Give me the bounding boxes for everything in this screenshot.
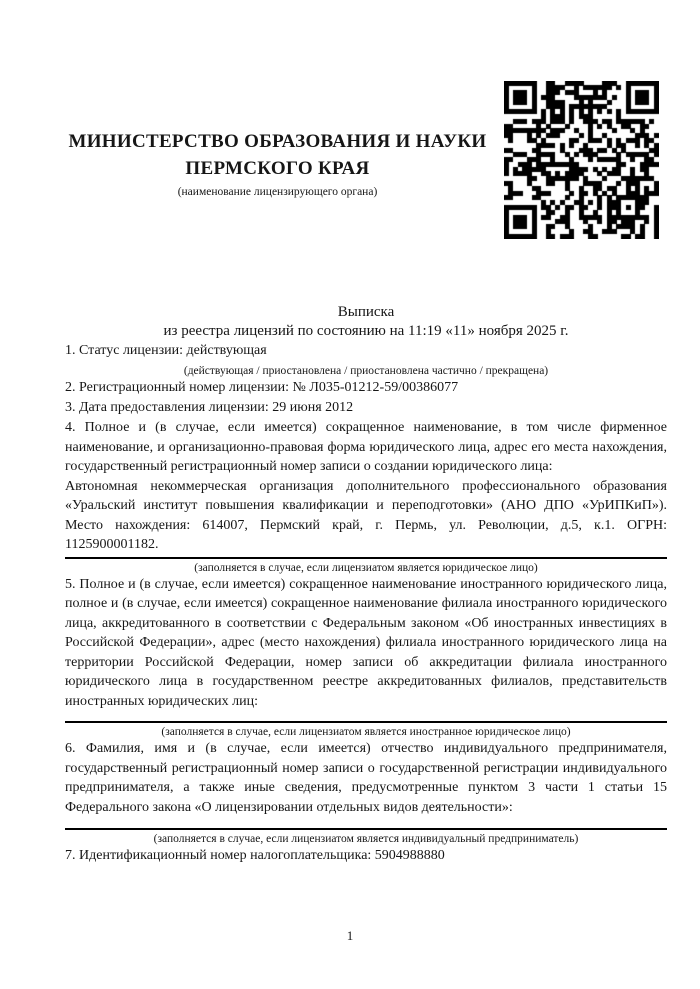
qr-code-image: [504, 81, 659, 239]
qr-code-icon: [504, 81, 659, 239]
section-1-note: (действующая / приостановлена / приостановлена частично / прекращена): [183, 365, 549, 377]
section-6-field-rule: [65, 828, 667, 830]
ministry-name-line2: ПЕРМСКОГО КРАЯ: [185, 158, 370, 179]
licensing-authority-header: [65, 128, 490, 199]
section-3-grant-date: 3. Дата предоставления лицензии: 29 июня 2012: [65, 400, 354, 415]
section-5-foreign-entity-label: 5. Полное и (в случае, если имеется) сокращенное наименование иностранного юридического лица, полное и (в случае, если имеется) сокращенное наименование филиала иностранного юридического лица, аккредитованного в соответствии с Федеральным законом «Об иностранных инвестициях в Российской Федерации», адрес (место нахождения) филиала иностранного юридического лица на территории Российской Федерации, номер записи об аккредитации филиала иностранного юридического лица в государственном реестре аккредитованных филиалов, представительств иностранных юридических лиц:: [65, 576, 667, 709]
section-5-note: (заполняется в случае, если лицензиатом является иностранное юридическое лицо): [161, 726, 571, 738]
section-4-legal-entity-value: Автономная некоммерческая организация дополнительного профессионального образования «Уральский институт повышения квалификации и переподготовки» (АНО ДПО «УрИПКиП»). Место нахождения: 614007, Пермский край, г. Пермь, ул. Революции, д.5, к.1. ОГРН: 1125900001182.: [65, 478, 667, 552]
section-1-license-status: 1. Статус лицензии: действующая: [65, 343, 267, 358]
section-4-field-rule: [65, 557, 667, 559]
section-6-entrepreneur-label: 6. Фамилия, имя и (в случае, если имеется) отчество индивидуального предпринимателя, государственный регистрационный номер записи о государственной регистрации индивидуального предпринимателя, а также иные сведения, предусмотренные пунктом 3 части 1 статьи 15 Федерального закона «О лицензировании отдельных видов деятельности»:: [65, 741, 667, 815]
ministry-caption: (наименование лицензирующего органа): [177, 186, 378, 198]
document-title: [65, 303, 667, 341]
ministry-name-line1: МИНИСТЕРСТВО ОБРАЗОВАНИЯ И НАУКИ: [68, 131, 487, 152]
section-4-note: (заполняется в случае, если лицензиатом является юридическое лицо): [194, 561, 538, 574]
page-number: 1: [346, 928, 354, 943]
section-5-field-rule: [65, 721, 667, 723]
document-title-line2: из реестра лицензий по состоянию на 11:19 «11» ноября 2025 г.: [163, 323, 569, 339]
section-7-taxpayer-number: 7. Идентификационный номер налогоплательщика: 5904988880: [65, 848, 445, 863]
section-4-legal-entity-label: 4. Полное и (в случае, если имеется) сокращенное наименование, в том числе фирменное наименование, и организационно-правовая форма юридического лица, адрес его места нахождения, государственный регистрационный номер записи о создании юридического лица:: [65, 420, 667, 474]
section-6-note: (заполняется в случае, если лицензиатом является индивидуальный предприниматель): [153, 833, 579, 845]
section-2-registration-number: 2. Регистрационный номер лицензии: № Л035-01212-59/00386077: [65, 380, 459, 395]
document-body: [65, 303, 667, 866]
document-title-line1: Выписка: [337, 304, 395, 320]
